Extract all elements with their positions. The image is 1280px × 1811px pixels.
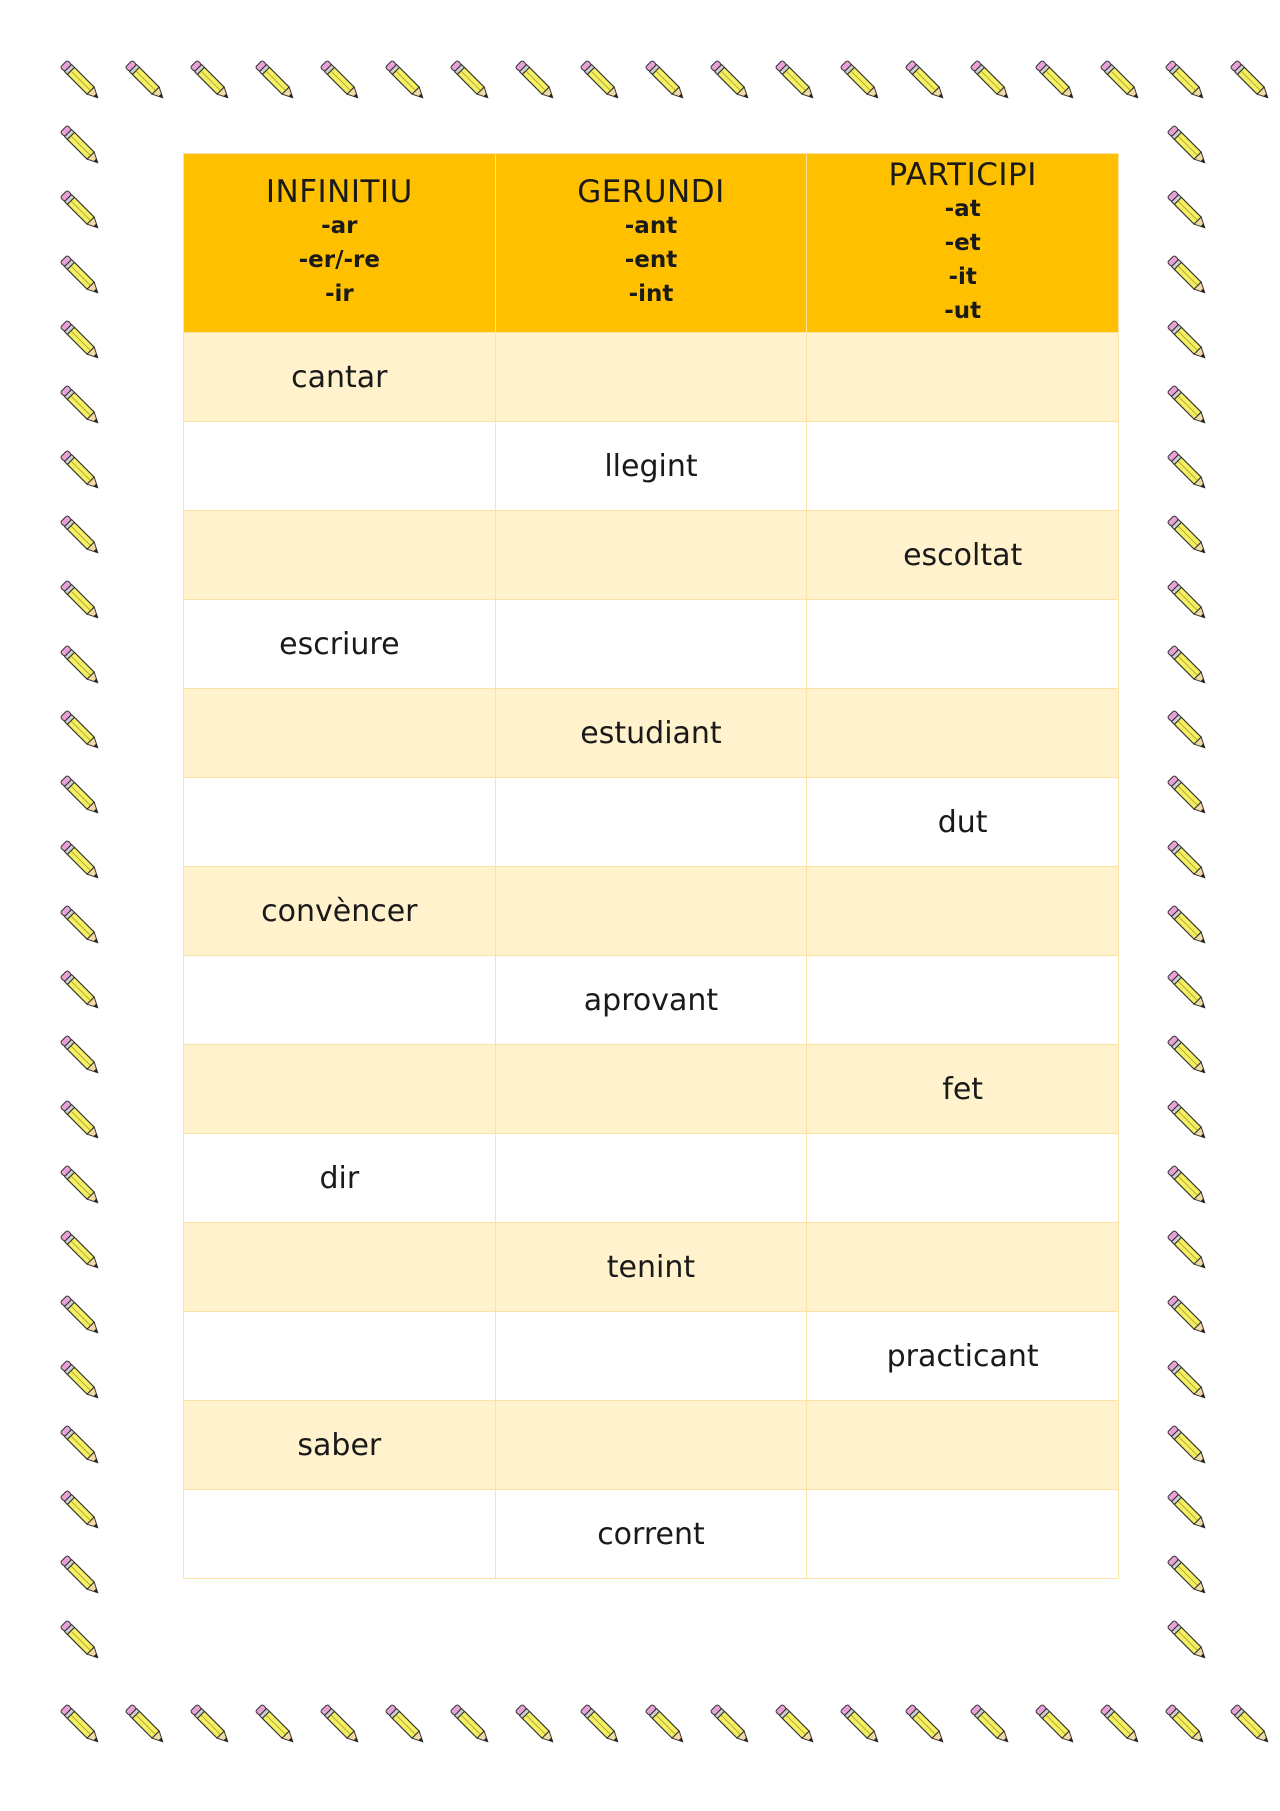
pencil-icon — [190, 1704, 231, 1745]
table-cell: corrent — [495, 1490, 807, 1579]
pencil-icon — [60, 775, 101, 816]
pencil-icon — [1167, 710, 1208, 751]
header-participi — [807, 154, 1119, 333]
pencil-icon — [1167, 1490, 1208, 1531]
pencil-icon — [60, 1295, 101, 1336]
table-row — [184, 1490, 1119, 1579]
header-suffix: -ar — [321, 213, 358, 239]
table-cell — [184, 689, 496, 778]
pencil-icon — [60, 1230, 101, 1271]
pencil-icon — [60, 840, 101, 881]
pencil-icon — [60, 1704, 101, 1745]
table-cell — [184, 1045, 496, 1134]
header-infinitiu — [184, 154, 496, 333]
pencil-icon — [1035, 1704, 1076, 1745]
pencil-icon — [1167, 1295, 1208, 1336]
pencil-icon — [1167, 1620, 1208, 1661]
pencil-icon — [1167, 515, 1208, 556]
table-cell — [184, 1223, 496, 1312]
table-cell — [495, 1134, 807, 1223]
pencil-icon — [1167, 1035, 1208, 1076]
table-cell — [495, 1312, 807, 1401]
pencil-icon — [60, 255, 101, 296]
pencil-icon — [1167, 1165, 1208, 1206]
header-suffix: -ir — [324, 281, 354, 307]
pencil-icon — [1167, 385, 1208, 426]
table-cell: escoltat — [807, 511, 1119, 600]
pencil-icon — [1167, 840, 1208, 881]
table-cell — [495, 600, 807, 689]
pencil-icon — [60, 645, 101, 686]
table-cell — [495, 1401, 807, 1490]
pencil-icon — [385, 1704, 426, 1745]
pencil-icon — [775, 60, 816, 101]
table-row — [184, 1134, 1119, 1223]
table-cell — [184, 1490, 496, 1579]
pencil-icon — [60, 580, 101, 621]
pencil-icon — [710, 60, 751, 101]
table-row — [184, 778, 1119, 867]
table-cell — [495, 1045, 807, 1134]
table-cell — [495, 511, 807, 600]
pencil-icon — [1035, 60, 1076, 101]
pencil-icon — [60, 1100, 101, 1141]
pencil-icon — [60, 1620, 101, 1661]
pencil-icon — [645, 60, 686, 101]
table-cell: dir — [184, 1134, 496, 1223]
table-cell: saber — [184, 1401, 496, 1490]
table-cell — [807, 689, 1119, 778]
pencil-icon — [905, 60, 946, 101]
pencil-icon — [320, 1704, 361, 1745]
table-cell — [807, 600, 1119, 689]
table-row — [184, 1401, 1119, 1490]
pencil-icon — [60, 60, 101, 101]
table-row — [184, 422, 1119, 511]
pencil-icon — [645, 1704, 686, 1745]
table-cell — [184, 422, 496, 511]
table-body — [184, 333, 1119, 1579]
table-cell: dut — [807, 778, 1119, 867]
table-cell — [807, 333, 1119, 422]
pencil-icon — [125, 60, 166, 101]
pencil-icon — [840, 1704, 881, 1745]
pencil-icon — [320, 60, 361, 101]
pencil-icon — [1167, 580, 1208, 621]
table-cell: fet — [807, 1045, 1119, 1134]
pencil-icon — [60, 1490, 101, 1531]
header-suffix: -int — [628, 281, 674, 307]
table-row — [184, 1045, 1119, 1134]
table-cell — [495, 778, 807, 867]
pencil-icon — [450, 60, 491, 101]
table-cell: llegint — [495, 422, 807, 511]
table-cell — [807, 1401, 1119, 1490]
table-cell: convèncer — [184, 867, 496, 956]
header-suffix: -at — [944, 196, 981, 222]
pencil-icon — [190, 60, 231, 101]
table-row — [184, 600, 1119, 689]
pencil-icon — [60, 1555, 101, 1596]
pencil-icon — [60, 385, 101, 426]
table-cell: practicant — [807, 1312, 1119, 1401]
pencil-icon — [385, 60, 426, 101]
table-row — [184, 333, 1119, 422]
pencil-icon — [60, 905, 101, 946]
pencil-icon — [255, 1704, 296, 1745]
table-cell — [807, 422, 1119, 511]
pencil-icon — [1167, 190, 1208, 231]
table-cell — [807, 867, 1119, 956]
table-cell — [495, 333, 807, 422]
table-cell — [807, 1223, 1119, 1312]
table-row — [184, 1223, 1119, 1312]
table-cell — [184, 956, 496, 1045]
pencil-icon — [580, 1704, 621, 1745]
pencil-icon — [60, 1035, 101, 1076]
table-cell: escriure — [184, 600, 496, 689]
table-cell — [807, 1490, 1119, 1579]
pencil-icon — [60, 970, 101, 1011]
header-suffix: -ent — [624, 247, 678, 273]
pencil-icon — [1167, 1555, 1208, 1596]
header-title: INFINITIU — [265, 174, 413, 210]
pencil-icon — [60, 450, 101, 491]
pencil-icon — [1100, 60, 1141, 101]
pencil-icon — [60, 710, 101, 751]
pencil-icon — [1167, 1100, 1208, 1141]
pencil-icon — [970, 1704, 1011, 1745]
pencil-icon — [970, 60, 1011, 101]
table-row — [184, 689, 1119, 778]
table-row — [184, 867, 1119, 956]
table-cell — [495, 867, 807, 956]
pencil-icon — [1165, 1704, 1206, 1745]
pencil-icon — [60, 1425, 101, 1466]
verb-forms-table — [183, 153, 1119, 1579]
pencil-icon — [60, 125, 101, 166]
pencil-icon — [1100, 1704, 1141, 1745]
pencil-icon — [1230, 1704, 1271, 1745]
table-row — [184, 956, 1119, 1045]
table-header-row — [184, 154, 1119, 333]
pencil-icon — [255, 60, 296, 101]
header-title: GERUNDI — [577, 174, 725, 210]
pencil-icon — [515, 1704, 556, 1745]
table-cell: tenint — [495, 1223, 807, 1312]
table-cell: cantar — [184, 333, 496, 422]
pencil-icon — [1167, 645, 1208, 686]
header-suffix: -ut — [944, 298, 982, 324]
pencil-icon — [710, 1704, 751, 1745]
table-row — [184, 511, 1119, 600]
header-suffix: -er/-re — [298, 247, 381, 273]
header-suffix: -it — [948, 264, 977, 290]
table-cell — [184, 511, 496, 600]
table-cell — [807, 956, 1119, 1045]
pencil-icon — [1167, 775, 1208, 816]
header-suffix: -et — [944, 230, 981, 256]
pencil-icon — [60, 515, 101, 556]
pencil-icon — [1167, 450, 1208, 491]
pencil-icon — [1230, 60, 1271, 101]
pencil-icon — [125, 1704, 166, 1745]
pencil-icon — [515, 60, 556, 101]
pencil-icon — [1167, 905, 1208, 946]
pencil-icon — [60, 320, 101, 361]
header-suffix: -ant — [624, 213, 678, 239]
pencil-icon — [1167, 125, 1208, 166]
pencil-icon — [1167, 1425, 1208, 1466]
header-gerundi — [495, 154, 807, 333]
table-row — [184, 1312, 1119, 1401]
pencil-icon — [1167, 1230, 1208, 1271]
pencil-icon — [1167, 255, 1208, 296]
table-cell — [807, 1134, 1119, 1223]
header-title: PARTICIPI — [888, 157, 1037, 193]
pencil-icon — [840, 60, 881, 101]
pencil-icon — [1167, 320, 1208, 361]
table-cell: estudiant — [495, 689, 807, 778]
pencil-icon — [1167, 970, 1208, 1011]
pencil-icon — [1165, 60, 1206, 101]
pencil-icon — [450, 1704, 491, 1745]
table-cell — [184, 778, 496, 867]
pencil-icon — [60, 1165, 101, 1206]
pencil-icon — [60, 190, 101, 231]
pencil-icon — [775, 1704, 816, 1745]
pencil-icon — [60, 1360, 101, 1401]
pencil-icon — [580, 60, 621, 101]
table-cell — [184, 1312, 496, 1401]
pencil-icon — [905, 1704, 946, 1745]
pencil-icon — [1167, 1360, 1208, 1401]
table-cell: aprovant — [495, 956, 807, 1045]
